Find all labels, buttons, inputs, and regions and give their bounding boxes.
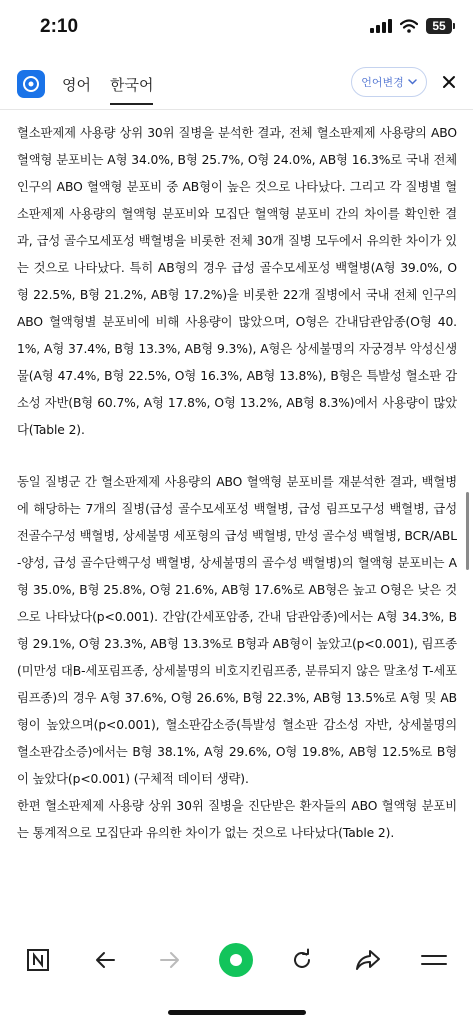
battery-level: 55 [426,18,452,34]
language-change-label: 언어변경 [361,77,404,89]
close-icon [442,75,456,89]
menu-icon [421,950,447,970]
translation-header [0,60,473,110]
back-arrow-icon [93,948,117,972]
cellular-signal-icon [370,19,392,33]
share-icon [355,948,381,972]
battery-icon [426,18,455,34]
close-button[interactable] [439,72,459,92]
naver-home-icon [26,948,50,972]
tab-english[interactable]: 영어 [62,77,91,94]
green-dot-button[interactable] [218,942,254,978]
language-change-button[interactable] [351,67,427,97]
forward-arrow-icon [158,948,182,972]
status-time: 2:10 [40,16,79,37]
translated-article [17,120,457,928]
tab-korean[interactable]: 한국어 [110,74,153,95]
naver-home-button[interactable] [22,944,54,976]
papago-logo-icon[interactable] [17,70,45,98]
status-icons [370,18,455,34]
article-paragraph-2: 동일 질병군 간 혈소판제제 사용량의 ABO 혈액형 분포비를 재분석한 결과, 백혈병에 해당하는 7개의 질병(급성 골수모세포성 백혈병, 급성 림프모구성 백혈병, 급성 전골수구성 백혈병, 상세불명 세포형의 급성 백혈병, 만성 골수성 백혈병, BCR/ABL-양성, 급성 골수단핵구성 백혈병, 상세불명의 골수성 백혈병)의 혈액형 분포비는 A형 35.0%, B형 25.8%, O형 21.6%, AB형 17.6%로 AB형은 높고 O형은 낮은 것으로 나타났다(p<0.001). 간암(간세포암종, 간내 담관암종)에서는 A형 34.3%, B형 29.1%, O형 23.3%, AB형 13.3%로 B형과 AB형이 높았고(p<0.001), 림프종(미만성 대B-세포림프종, 상세불명의 비호지킨림프종, 분류되지 않은 말초성 T-세포림프종)의 경우 A형 37.6%, O형 26.6%, B형 22.3%, AB형 13.5%로 A형 및 AB형이 높았으며(p<0.001), 혈소판감소증(특발성 혈소판 감소성 자반, 상세불명의 혈소판감소증)에서는 B형 38.1%, A형 29.6%, O형 19.8%, AB형 12.5%로 B형이 높았다(p<0.001) (구체적 데이터 생략). [17,475,457,786]
menu-button[interactable] [418,944,450,976]
status-bar [0,0,473,60]
back-button[interactable] [89,944,121,976]
wifi-icon [400,19,418,33]
forward-button[interactable] [154,944,186,976]
article-paragraph-3: 한편 혈소판제제 사용량 상위 30위 질병을 진단받은 환자들의 ABO 혈액형 분포비는 통계적으로 모집단과 유의한 차이가 없는 것으로 나타났다(Table 2). [17,799,457,840]
refresh-icon [290,948,314,972]
article-paragraph-1: 혈소판제제 사용량 상위 30위 질병을 분석한 결과, 전체 혈소판제제 사용량의 ABO 혈액형 분포비는 A형 34.0%, B형 25.7%, O형 24.0%, AB형 16.3%로 국내 전체 인구의 ABO 혈액형 분포비 중 AB형이 높은 것으로 나타났다. 그리고 각 질병별 혈소판제제 사용량의 혈액형 분포비와 모집단 혈액형 분포비 간의 차이를 확인한 결과, 급성 골수모세포성 백혈병을 비롯한 전체 30개 질병 모두에서 유의한 차이가 있는 것으로 나타났다. 특히 AB형의 경우 급성 골수모세포성 백혈병(A형 39.0%, O형 22.5%, B형 21.2%, AB형 17.2%)을 비롯한 22개 질병에서 국내 전체 인구의 ABO 혈액형별 분포비에 비해 사용량이 많았으며, O형은 간내담관암종(O형 40.1%, A형 37.4%, B형 13.3%, AB형 9.3%), A형은 상세불명의 자궁경부 악성신생물(A형 47.4%, B형 22.5%, O형 16.3%, AB형 13.8%), B형은 특발성 혈소판 감소성 자반(B형 60.7%, A형 17.8%, O형 13.2%, AB형 8.3%)에서 사용량이 많았다(Table 2). [17,126,457,437]
header-divider [0,109,473,110]
share-button[interactable] [352,944,384,976]
chevron-down-icon [408,79,417,85]
refresh-button[interactable] [286,944,318,976]
scrollbar[interactable] [466,492,469,570]
home-indicator[interactable] [168,1010,306,1015]
green-dot-icon [218,942,254,978]
